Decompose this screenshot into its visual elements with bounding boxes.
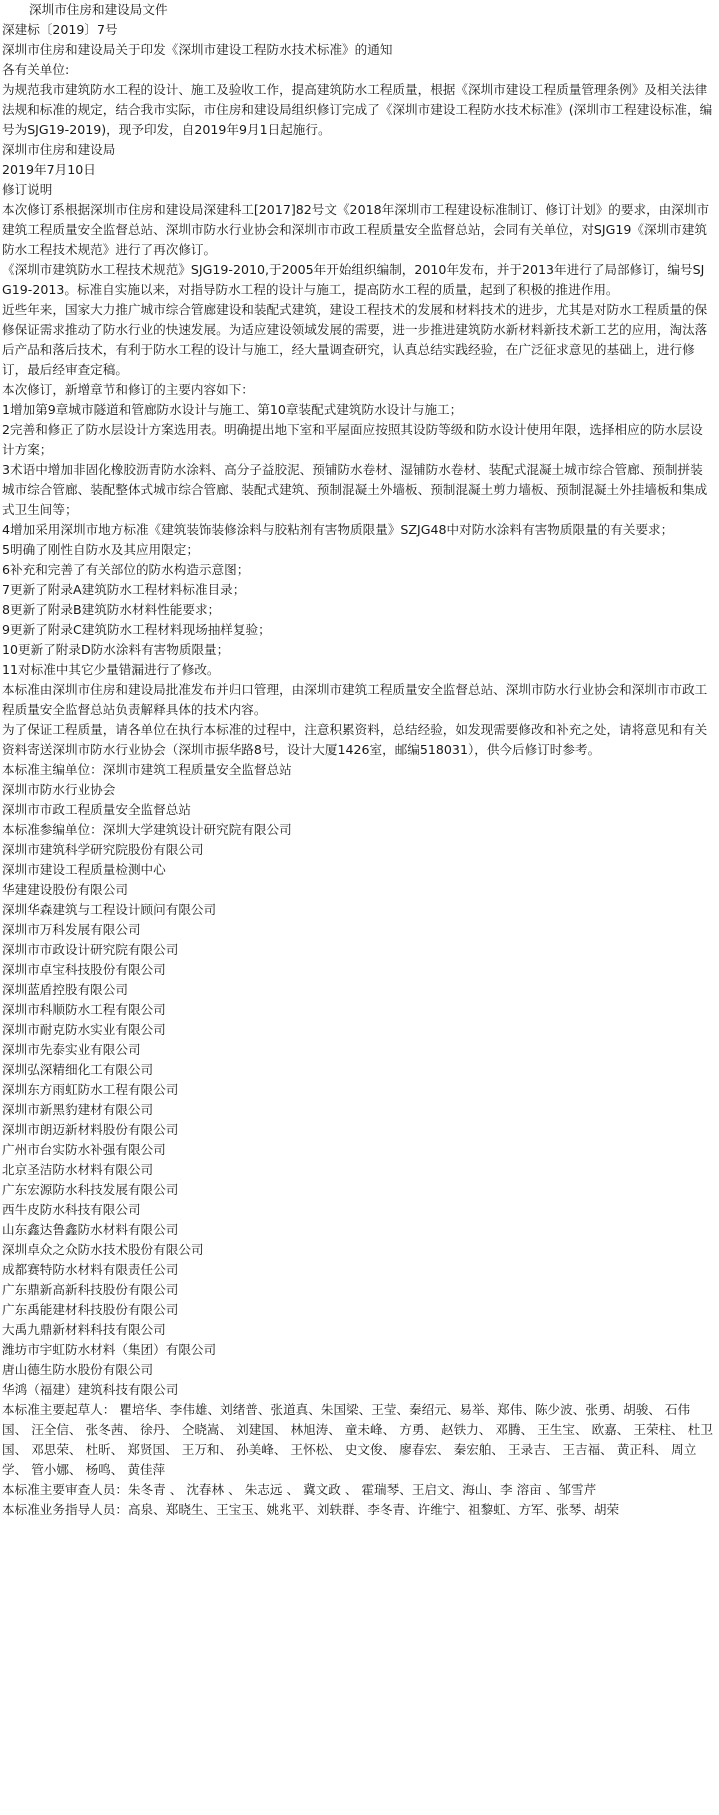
participant-unit: 华建建设股份有限公司 xyxy=(2,882,128,897)
chief-editors-label: 本标准主编单位：深圳市建筑工程质量安全监督总站 xyxy=(2,762,292,777)
participant-unit: 深圳市市政设计研究院有限公司 xyxy=(2,942,179,957)
participant-unit: 深圳卓众之众防水技术股份有限公司 xyxy=(2,1242,204,1257)
participant-unit: 深圳蓝盾控股有限公司 xyxy=(2,982,128,997)
participant-unit: 深圳弘深精细化工有限公司 xyxy=(2,1062,154,1077)
participant-unit: 西牛皮防水科技有限公司 xyxy=(2,1202,141,1217)
revision-item: 5明确了刚性自防水及其应用限定； xyxy=(2,542,199,557)
participant-unit: 北京圣洁防水材料有限公司 xyxy=(2,1162,154,1177)
revision-item: 2完善和修正了防水层设计方案选用表。明确提出地下室和平屋面应按照其设防等级和防水设计使用年限，选择相应的防水层设计方案； xyxy=(2,422,703,457)
revision-paragraph: 《深圳市建筑防水工程技术规范》SJG19-2010,于2005年开始组织编制，2010年发布，并于2013年进行了局部修订，编号SJG19-2013。标准自实施以来，对指导防水工程的设计与施工，提高防水工程的质量，起到了积极的推进作用。 xyxy=(2,262,705,297)
chief-editor-unit: 深圳市市政工程质量安全监督总站 xyxy=(2,802,191,817)
revision-paragraphs xyxy=(2,200,713,400)
header-title: 深圳市住房和建设局文件 xyxy=(29,2,168,17)
salutation: 各有关单位: xyxy=(2,62,70,77)
chief-editors-list xyxy=(2,780,713,820)
revision-item: 9更新了附录C建筑防水工程材料现场抽样复验； xyxy=(2,622,271,637)
issuer: 深圳市住房和建设局 xyxy=(2,142,116,157)
revision-item: 4增加采用深圳市地方标准《建筑装饰装修涂料与胶粘剂有害物质限量》SZJG48中对防水涂料有害物质限量的有关要求； xyxy=(2,522,674,537)
participant-unit: 深圳市朗迈新材料股份有限公司 xyxy=(2,1122,179,1137)
feedback-text: 为了保证工程质量，请各单位在执行本标准的过程中，注意积累资料，总结经验，如发现需要修改和补充之处，请将意见和有关资料寄送深圳市防水行业协会（深圳市振华路8号，设计大厦1426室，邮编518031），供今后修订时参考。 xyxy=(2,722,708,757)
guidance-staff: 本标准业务指导人员：高泉、郑晓生、王宝玉、姚兆平、刘轶群、李冬青、许维宁、祖黎虹、方军、张琴、胡荣 xyxy=(2,1502,620,1517)
participant-unit: 唐山德生防水股份有限公司 xyxy=(2,1362,154,1377)
participant-unit: 深圳市建设工程质量检测中心 xyxy=(2,862,166,877)
revision-items-list xyxy=(2,400,713,680)
chief-editor-unit: 深圳市防水行业协会 xyxy=(2,782,116,797)
participant-unit: 华鸿（福建）建筑科技有限公司 xyxy=(2,1382,179,1397)
participant-unit: 广东鼎新高新科技股份有限公司 xyxy=(2,1282,179,1297)
revision-item: 3术语中增加非固化橡胶沥青防水涂料、高分子益胶泥、预铺防水卷材、湿铺防水卷材、装配式混凝土城市综合管廊、预制拼装城市综合管廊、装配整体式城市综合管廊、装配式建筑、预制混凝土外墙板、预制混凝土剪力墙板、预制混凝土外挂墙板和集成式卫生间等； xyxy=(2,462,708,517)
issue-date: 2019年7月10日 xyxy=(2,162,96,177)
participant-unit: 深圳市卓宝科技股份有限公司 xyxy=(2,962,166,977)
revision-item: 7更新了附录A建筑防水工程材料标准目录； xyxy=(2,582,246,597)
revision-heading: 修订说明 xyxy=(2,182,53,197)
participant-unit: 广东宏源防水科技发展有限公司 xyxy=(2,1182,179,1197)
revision-item: 6补充和完善了有关部位的防水构造示意图； xyxy=(2,562,250,577)
participant-unit: 深圳华森建筑与工程设计顾问有限公司 xyxy=(2,902,217,917)
participant-unit: 深圳市建筑科学研究院股份有限公司 xyxy=(2,842,204,857)
participant-unit: 深圳市耐克防水实业有限公司 xyxy=(2,1022,166,1037)
participant-unit: 深圳市万科发展有限公司 xyxy=(2,922,141,937)
revision-paragraph: 近些年来，国家大力推广城市综合管廊建设和装配式建筑，建设工程技术的发展和材料技术的进步，尤其是对防水工程质量的保修保证需求推动了防水行业的快速发展。为适应建设领域发展的需要，进一步推进建筑防水新材料新技术新工艺的应用，淘汰落后产品和落后技术，有利于防水工程的设计与施工，经大量调查研究，认真总结实践经验，在广泛征求意见的基础上，进行修订，最后经审查定稿。 xyxy=(2,302,708,377)
participant-unit: 山东鑫达鲁鑫防水材料有限公司 xyxy=(2,1222,179,1237)
participant-unit: 成都赛特防水材料有限责任公司 xyxy=(2,1262,179,1277)
participant-unit: 广东禹能建材科技股份有限公司 xyxy=(2,1302,179,1317)
drafters: 本标准主要起草人： 瞿培华、李伟雄、刘绪普、张道真、朱国梁、王莹、秦绍元、易举、郑伟、陈少波、张勇、胡骏、 石伟国、 汪全信、 张冬茜、 徐丹、 仝晓嵩、 刘建国、 林旭涛、 童未峰、 方勇、 赵铁力、 邓腾、 王生宝、 欧嘉、 王荣柱、 杜卫国、 邓思荣、 杜昕、 郑贤国、 王万和、 孙美峰、 王怀松、 史文俊、 廖春宏、 秦宏舶、 王录吉、 王吉福、 黄正科、 周立学、 管小娜、 杨鸣、 黄佳萍 xyxy=(2,1402,713,1477)
participant-unit: 广州市台实防水补强有限公司 xyxy=(2,1142,166,1157)
participant-unit: 潍坊市宇虹防水材料（集团）有限公司 xyxy=(2,1342,217,1357)
participants-label: 本标准参编单位：深圳大学建筑设计研究院有限公司 xyxy=(2,822,292,837)
revision-paragraph: 本次修订，新增章节和修订的主要内容如下： xyxy=(2,382,254,397)
notice-title: 深圳市住房和建设局关于印发《深圳市建设工程防水技术标准》的通知 xyxy=(2,42,393,57)
document-number: 深建标〔2019〕7号 xyxy=(2,22,118,37)
notice-body: 为规范我市建筑防水工程的设计、施工及验收工作，提高建筑防水工程质量，根据《深圳市建设工程质量管理条例》及相关法律法规和标准的规定，结合我市实际，市住房和建设局组织修订完成了《深圳市建设工程防水技术标准》(深圳市工程建设标准，编号为SJG19-2019)，现予印发，自2019年9月1日起施行。 xyxy=(2,82,713,137)
participant-unit: 深圳东方雨虹防水工程有限公司 xyxy=(2,1082,179,1097)
participant-unit: 深圳市新黑豹建材有限公司 xyxy=(2,1102,154,1117)
management-text: 本标准由深圳市住房和建设局批准发布并归口管理，由深圳市建筑工程质量安全监督总站、深圳市防水行业协会和深圳市市政工程质量安全监督总站负责解释具体的技术内容。 xyxy=(2,682,708,717)
revision-item: 10更新了附录D防水涂料有害物质限量； xyxy=(2,642,230,657)
revision-item: 11对标准中其它少量错漏进行了修改。 xyxy=(2,662,220,677)
participant-unit: 深圳市科顺防水工程有限公司 xyxy=(2,1002,166,1017)
revision-item: 1增加第9章城市隧道和管廊防水设计与施工、第10章装配式建筑防水设计与施工； xyxy=(2,402,463,417)
reviewers: 本标准主要审查人员：朱冬青 、 沈春林 、 朱志远 、 冀文政 、 霍瑞琴、王启文、海山、李 溶亩 、邹雪芹 xyxy=(2,1482,597,1497)
revision-item: 8更新了附录B建筑防水材料性能要求； xyxy=(2,602,221,617)
participants-list xyxy=(2,840,713,1400)
revision-paragraph: 本次修订系根据深圳市住房和建设局深建科工[2017]82号文《2018年深圳市工程建设标准制订、修订计划》的要求，由深圳市建筑工程质量安全监督总站、深圳市防水行业协会和深圳市市政工程质量安全监督总站，会同有关单位，对SJG19《深圳市建筑防水工程技术规范》进行了再次修订。 xyxy=(2,202,710,257)
participant-unit: 深圳市先泰实业有限公司 xyxy=(2,1042,141,1057)
participant-unit: 大禹九鼎新材料科技有限公司 xyxy=(2,1322,166,1337)
